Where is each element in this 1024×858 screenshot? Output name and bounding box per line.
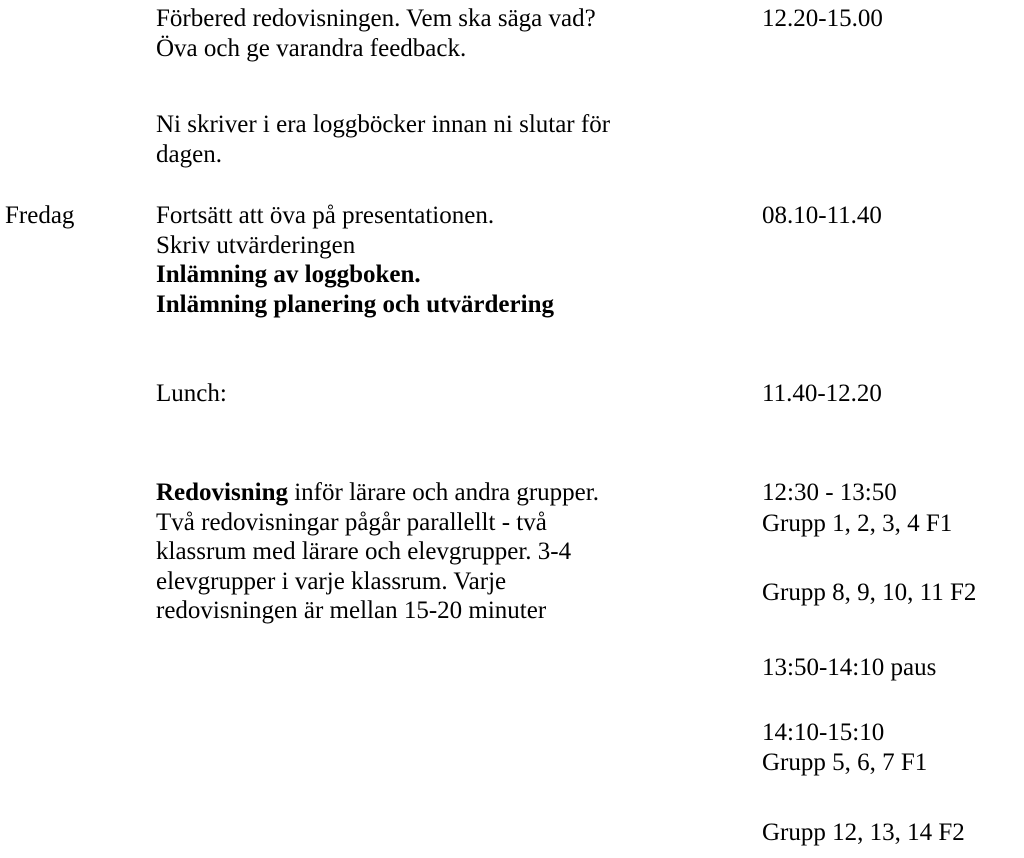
presentation-bold-word: Redovisning (156, 479, 288, 506)
presentation-time-2: 14:10-15:10 (762, 719, 885, 746)
friday-bold-line-2: Inlämning planering och utvärdering (156, 290, 554, 318)
friday-time: 08.10-11.40 (762, 202, 882, 229)
block1-line-2: Öva och ge varandra feedback. (156, 34, 467, 62)
presentation-line-4: elevgrupper i varje klassrum. Varje (156, 567, 507, 595)
presentation-group-4: Grupp 12, 13, 14 F2 (762, 819, 965, 846)
friday-line-1: Fortsätt att öva på presentationen. (156, 202, 495, 229)
presentation-pause: 13:50-14:10 paus (762, 654, 937, 681)
presentation-group-2: Grupp 8, 9, 10, 11 F2 (762, 579, 977, 606)
block2-activity (156, 110, 610, 169)
day-label: Fredag (5, 202, 75, 229)
presentation-time-1: 12:30 - 13:50 (762, 479, 897, 506)
friday-bold-line-1: Inlämning av loggboken. (156, 261, 421, 288)
block1-time: 12.20-15.00 (762, 5, 883, 32)
block1-activity (156, 4, 596, 63)
presentation-group-3: Grupp 5, 6, 7 F1 (762, 749, 928, 776)
presentation-line-1 (156, 478, 599, 508)
lunch-time: 11.40-12.20 (762, 380, 882, 407)
lunch-label: Lunch: (156, 380, 227, 407)
presentation-line-2: Två redovisningar pågår parallellt - två (156, 508, 547, 536)
presentation-line-3: klassrum med lärare och elevgrupper. 3-4 (156, 538, 572, 565)
friday-line-2: Skriv utvärderingen (156, 231, 356, 259)
presentation-activity (156, 478, 599, 626)
presentation-group-1: Grupp 1, 2, 3, 4 F1 (762, 510, 953, 537)
block1-line-1: Förbered redovisningen. Vem ska säga vad? (156, 5, 596, 32)
block2-line-2: dagen. (156, 140, 222, 168)
presentation-first-line-rest: inför lärare och andra grupper. (287, 479, 599, 506)
block2-line-1: Ni skriver i era loggböcker innan ni slutar för (156, 111, 611, 138)
friday-activity (156, 201, 554, 319)
presentation-line-5: redovisningen är mellan 15-20 minuter (156, 597, 547, 624)
